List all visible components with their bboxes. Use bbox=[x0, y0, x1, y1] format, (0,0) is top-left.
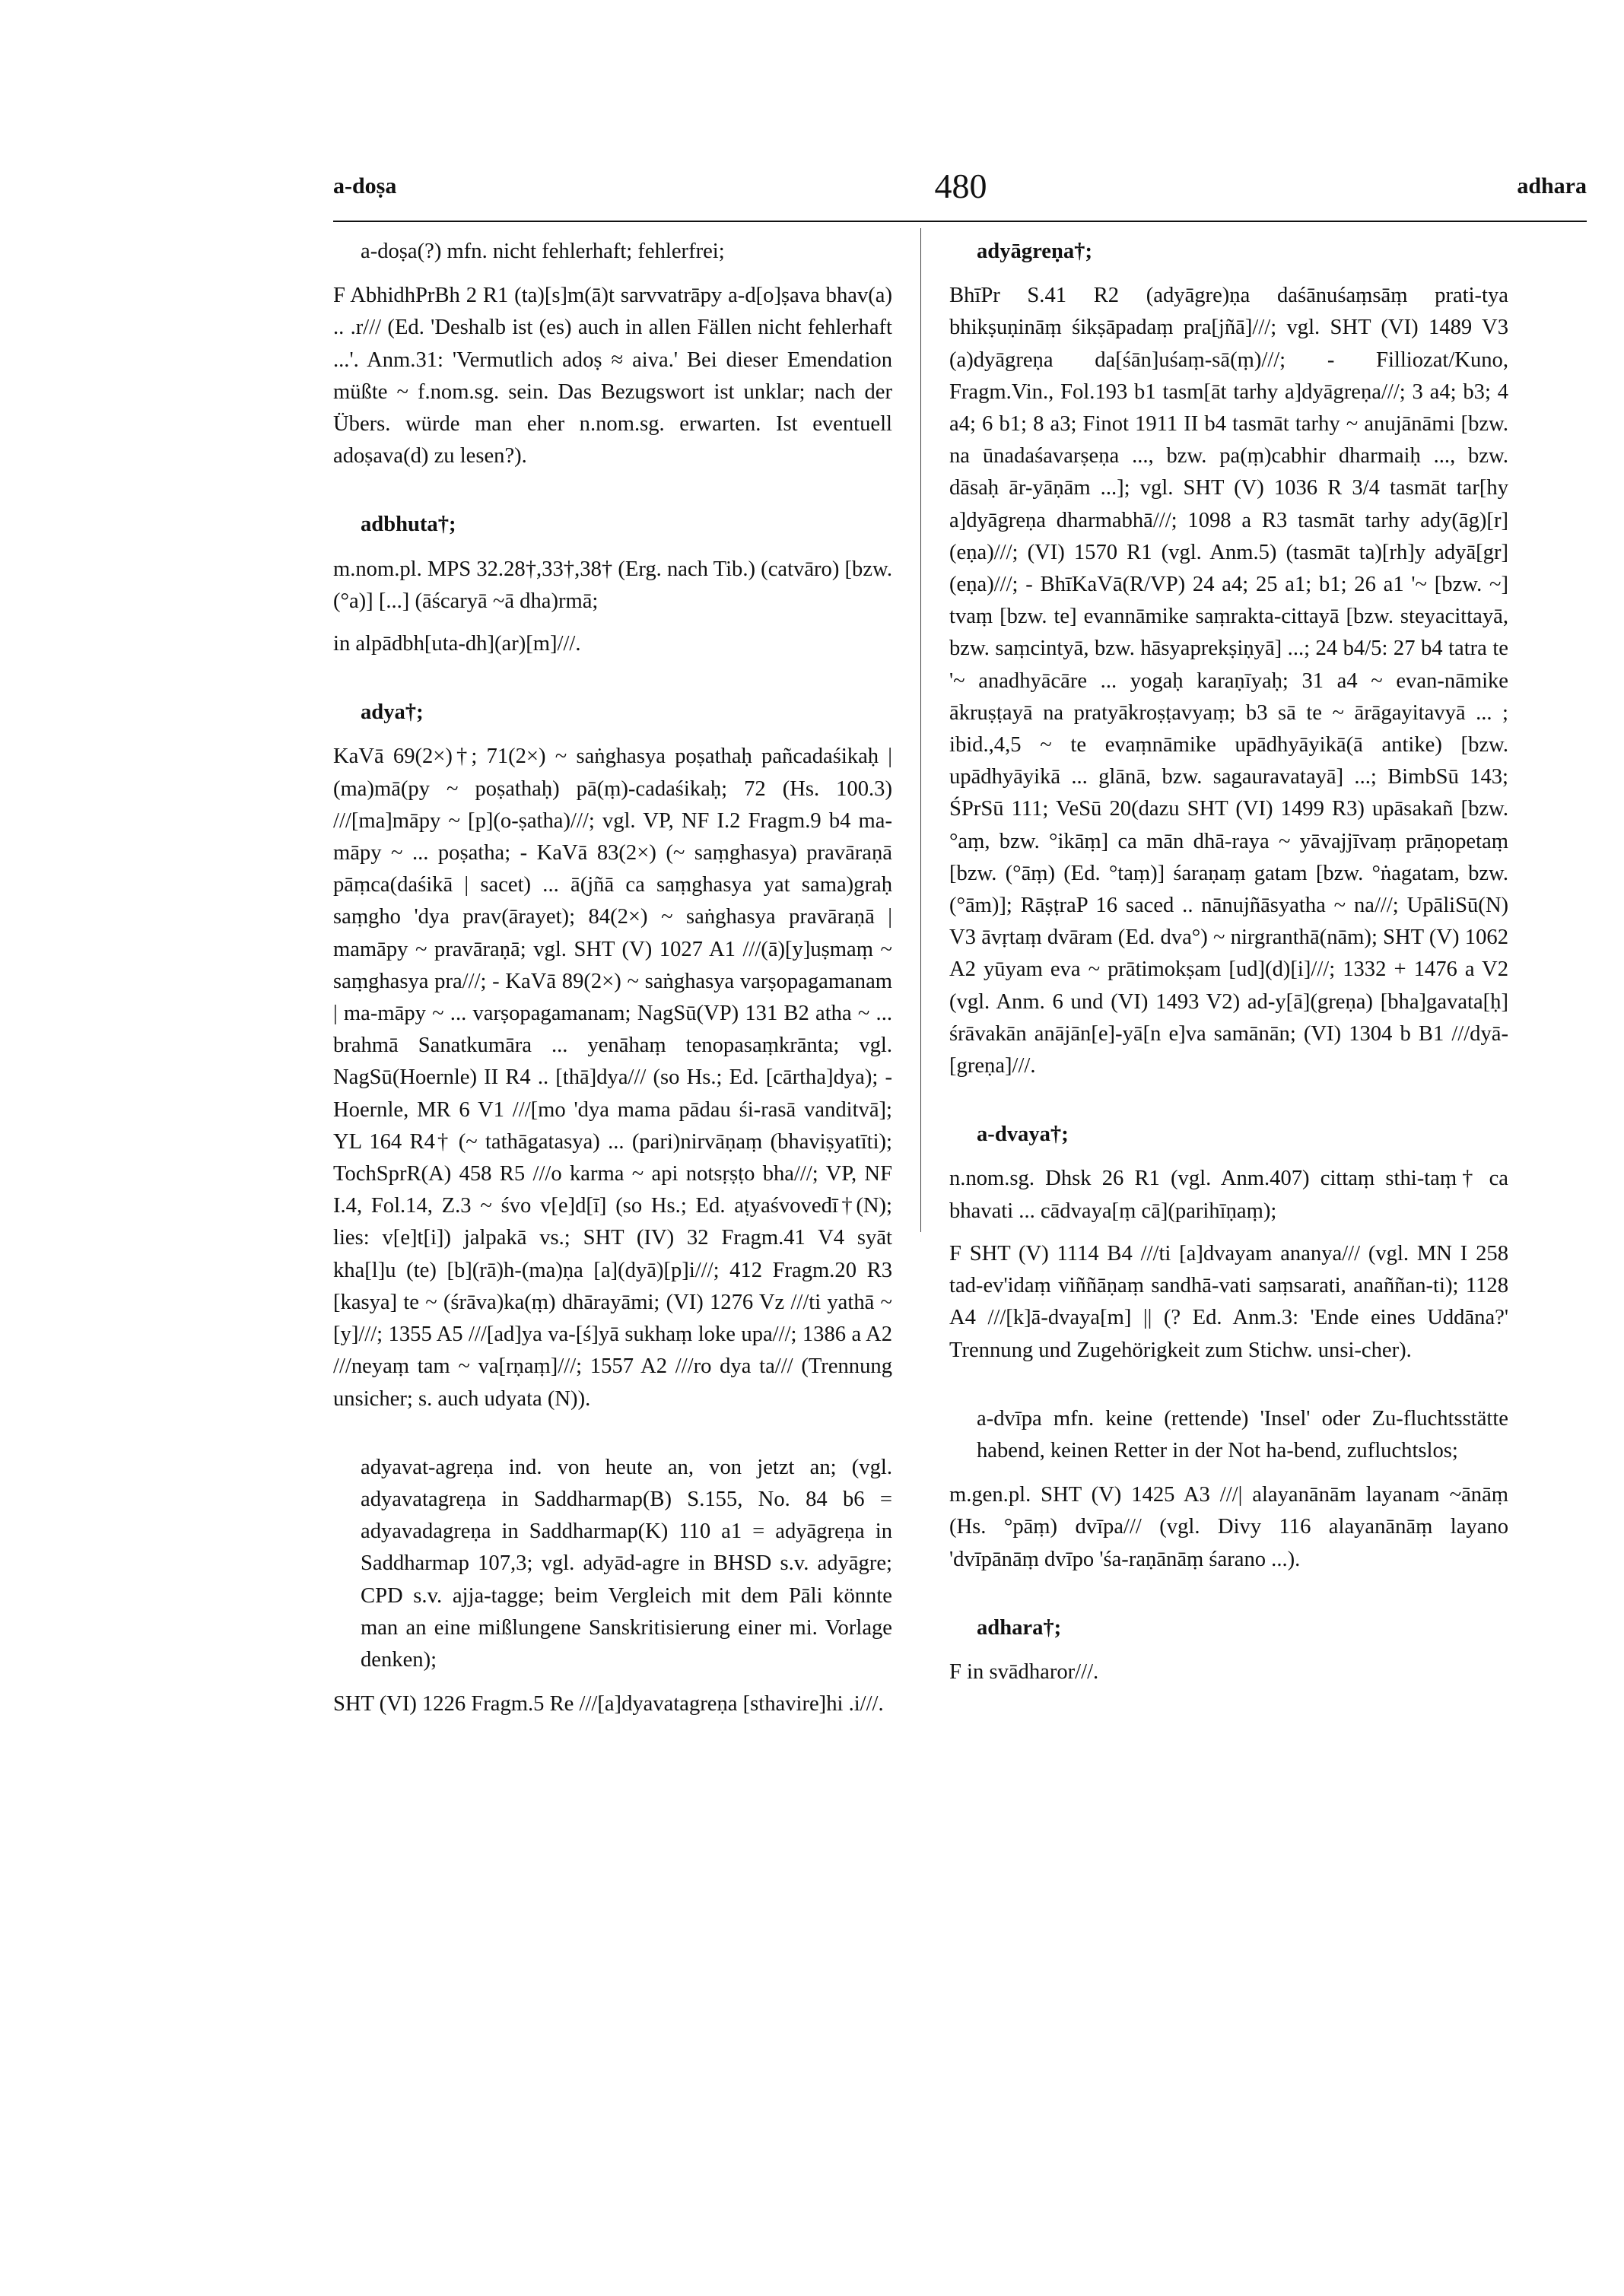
entry-head-a-dvaya: a-dvaya†; bbox=[977, 1123, 1069, 1147]
running-head-right: adhara bbox=[1517, 173, 1587, 198]
entry-head-adhara: adhara†; bbox=[977, 1615, 1062, 1640]
running-head bbox=[333, 166, 1587, 211]
entry-body-adyavat-agrena: SHT (VI) 1226 Fragm.5 Re ///[a]dyavatagreṇa [sthavire]hi .i///. bbox=[333, 1692, 884, 1716]
entry-body-adya: KaVā 69(2×)†; 71(2×) ~ saṅghasya poṣathaḥ pañcadaśikaḥ | (ma)mā(py ~ poṣathaḥ) pā(ṃ)-cadaśikaḥ; 72 (Hs. 100.3) ///[ma]māpy ~ [p](o-ṣatha)///; vgl. VP, NF I.2 Fragm.9 b4 ma-māpy ~ ... poṣatha; - KaVā 83(2×) (~ saṃghasya) pravāraṇā pāṃca(daśikā | sacet) ... ā(jñā ca saṃghasya yat sama)graḥ saṃgho 'dya prav(ārayet); 84(2×) ~ saṅghasya pravāraṇā | mamāpy ~ pravāraṇā; vgl. SHT (V) 1027 A1 ///(ā)[y]uṣmaṃ ~ saṃghasya pra///; - KaVā 89(2×) ~ saṅghasya varṣopagamanam | ma-māpy ~ ... varṣopagamanam; NagSū(VP) 131 B2 atha ~ ... brahmā Sanatkumāra ... yenāhaṃ tenopasaṃkrānta; vgl. NagSū(Hoernle) II R4 .. [thā]dya/// (so Hs.; Ed. [cārtha]dya); - Hoernle, MR 6 V1 ///[mo 'dya mama pādau śi-rasā vanditvā]; YL 164 R4† (~ tathāgatasya) ... (pari)nirvāṇaṃ (bhaviṣyatīti); TochSprR(A) 458 R5 ///o karma ~ api notsṛṣṭo bha///; VP, NF I.4, Fol.14, Z.3 ~ śvo v[e]d[ī] (so Hs.; Ed. aṭyaśvovedī†(N); lies: v[e]t[i]) jalpakā vs.; SHT (IV) 32 Fragm.41 V4 syāt kha[l]u (te) [b](rā)h-(ma)ṇa [a](dyā)[p]i///; 412 Fragm.20 R3 [kasya] te ~ (śrāva)ka(ṃ) dhārayāmi; (VI) 1276 Vz ///ti yathā ~ [y]///; 1355 A5 ///[ad]ya va-[ś]yā sukhaṃ loke upa///; 1386 a A2 ///neyaṃ tam ~ va[rṇaṃ]///; 1557 A2 ///ro dya ta/// (Trennung unsicher; s. auch udyata (N)). bbox=[333, 745, 892, 1411]
entry-body-a-dosa: F AbhidhPrBh 2 R1 (ta)[s]m(ā)t sarvvatrāpy a-d[o]ṣava bhav(a) .. .r/// (Ed. 'Deshalb ist (es) auch in allen Fällen nicht fehlerhaft ...'. Anm.31: 'Vermutlich adoṣ ≈ aiva.' Bei dieser Emendation müßte ~ f.nom.sg. sein. Das Bezugswort ist unklar; nach der Übers. würde man eher n.nom.sg. erwarten. Ist eventuell adoṣava(d) zu lesen?). bbox=[333, 284, 892, 468]
entry-body-adbhuta: m.nom.pl. MPS 32.28†,33†,38† (Erg. nach Tib.) (catvāro) [bzw. (°a)] [...] (āścaryā ~ā dha)rmā; bbox=[333, 557, 892, 613]
entry-body-adbhuta-2: in alpādbh[uta-dh](ar)[m]///. bbox=[333, 632, 581, 656]
entry-head-adbhuta: adbhuta†; bbox=[361, 513, 456, 537]
entry-body-a-dvaya: n.nom.sg. Dhsk 26 R1 (vgl. Anm.407) cittaṃ sthi-taṃ† ca bhavati ... cādvaya[ṃ cā](parihīṇaṃ); bbox=[949, 1167, 1508, 1223]
running-head-left: a-doṣa bbox=[333, 173, 397, 198]
entry-head-a-dvipa: a-dvīpa mfn. keine (rettende) 'Insel' oder Zu-fluchtsstätte habend, keinen Retter in der Not ha-bend, zufluchtslos; bbox=[977, 1406, 1508, 1462]
column-divider bbox=[920, 228, 921, 1232]
entry-body-adhara: F in svādharor///. bbox=[949, 1659, 1099, 1684]
page-number: 480 bbox=[934, 167, 987, 205]
entry-body-adyagrena: BhīPr S.41 R2 (adyāgre)ṇa daśānuśaṃsāṃ prati-tya bhikṣuṇināṃ śikṣāpadaṃ pra[jñā]///; vgl. SHT (VI) 1489 V3 (a)dyāgreṇa da[śān]uśaṃ-sā(ṃ)///; - Filliozat/Kuno, Fragm.Vin., Fol.193 b1 tasm[āt tarhy a]dyāgreṇa///; 3 a4; b3; 4 a4; 6 b1; 8 a3; Finot 1911 II b4 tasmāt tarhy ~ anujānāmi [bzw. na ūnadaśavarṣeṇa ..., bzw. pa(ṃ)cabhir dharmaiḥ ..., bzw. dāsaḥ ār-yāṇām ...]; vgl. SHT (V) 1036 R 3/4 tasmāt tar[hy a]dyāgreṇa dharmabhā///; 1098 a R3 tasmāt tarhy ady(āg)[r](eṇa)///; (VI) 1570 R1 (vgl. Anm.5) (tasmāt ta)[rh]y adyā[gr](eṇa)///; - BhīKaVā(R/VP) 24 a4; 25 a1; b1; 26 a1 '~ [bzw. ~] tvaṃ [bzw. te] evannāmike saṃrakta-cittayā [bzw. steyacittayā, bzw. saṃcintyā, bzw. hāsyaprekṣiṇyā] ...; 24 b4/5: 27 b4 tatra te '~ anadhyācāre ... yogaḥ karaṇīyaḥ; 31 a4 ~ evan-nāmike ākruṣṭayā na pratyākroṣṭavyaṃ; b3 sā te ~ ārāgayitavyā ... ; ibid.,4,5 ~ te evaṃnāmike upādhyāyikā(ā antike) [bzw. upādhyāyikā ... glānā, bzw. sagauravatayā] ...; BimbSū 143; ŚPrSū 111; VeSū 20(dazu SHT (VI) 1499 R3) upāsakañ [bzw. °aṃ, bzw. °ikāṃ] ca mān dhā-raya ~ yāvajjīvaṃ prāṇopetaṃ [bzw. (°āṃ) (Ed. °taṃ)] śaraṇaṃ gatam [bzw. °ṅagatam, bzw. (°ām)]; RāṣṭraP 16 saced .. nānujñāsyatha ~ na///; UpāliSū(N) V3 āvṛtaṃ dvāram (Ed. dva°) ~ nirgranthā(nām); SHT (V) 1062 A2 yūyam eva ~ prātimokṣam [ud](d)[i]///; 1332 + 1476 a V2 (vgl. Anm. 6 und (VI) 1493 V2) ad-y[ā](greṇa) [bha]gavata[ḥ] śrāvakān anājān[e]-yā[n e]va samānān; (VI) 1304 b B1 ///dyā-[greṇa]///. bbox=[949, 284, 1508, 1078]
entry-head-adyavat-agrena: adyavat-agreṇa ind. von heute an, von jetzt an; (vgl. adyavatagreṇa in Saddharmap(B) S.155, No. 84 b6 = adyavadagreṇa in Saddharmap(K) 110 a1 = adyāgreṇa in Saddharmap 107,3; vgl. adyād-agre in BHSD s.v. adyāgre; CPD s.v. ajja-tagge; beim Vergleich mit dem Pāli könnte man an eine mißlungene Sanskritisierung einer mi. Vorlage denken); bbox=[361, 1455, 892, 1672]
entry-body-a-dvipa: m.gen.pl. SHT (V) 1425 A3 ///| alayanānām layanam ~ānāṃ (Hs. °pāṃ) dvīpa/// (vgl. Divy 116 alayanānāṃ layano 'dvīpānāṃ dvīpo 'śa-raṇānāṃ śarano ...). bbox=[949, 1483, 1508, 1571]
right-column bbox=[949, 222, 1508, 1699]
left-column bbox=[333, 222, 892, 1731]
entry-body-a-dvaya-2: F SHT (V) 1114 B4 ///ti [a]dvayam ananya/// (vgl. MN I 258 tad-ev'idaṃ viññāṇaṃ sandhā-vati saṃsarati, anaññan-ti); 1128 A4 ///[k]ā-dvaya[m] || (? Ed. Anm.3: 'Ende eines Uddāna?' Trennung und Zugehörigkeit zum Stichw. unsi-cher). bbox=[949, 1241, 1508, 1362]
entry-head-adya: adya†; bbox=[361, 700, 424, 725]
entry-head-adyagrena: adyāgreṇa†; bbox=[977, 240, 1092, 263]
entry-head-a-dosa: a-doṣa(?) mfn. nicht fehlerhaft; fehlerfrei; bbox=[361, 240, 725, 263]
